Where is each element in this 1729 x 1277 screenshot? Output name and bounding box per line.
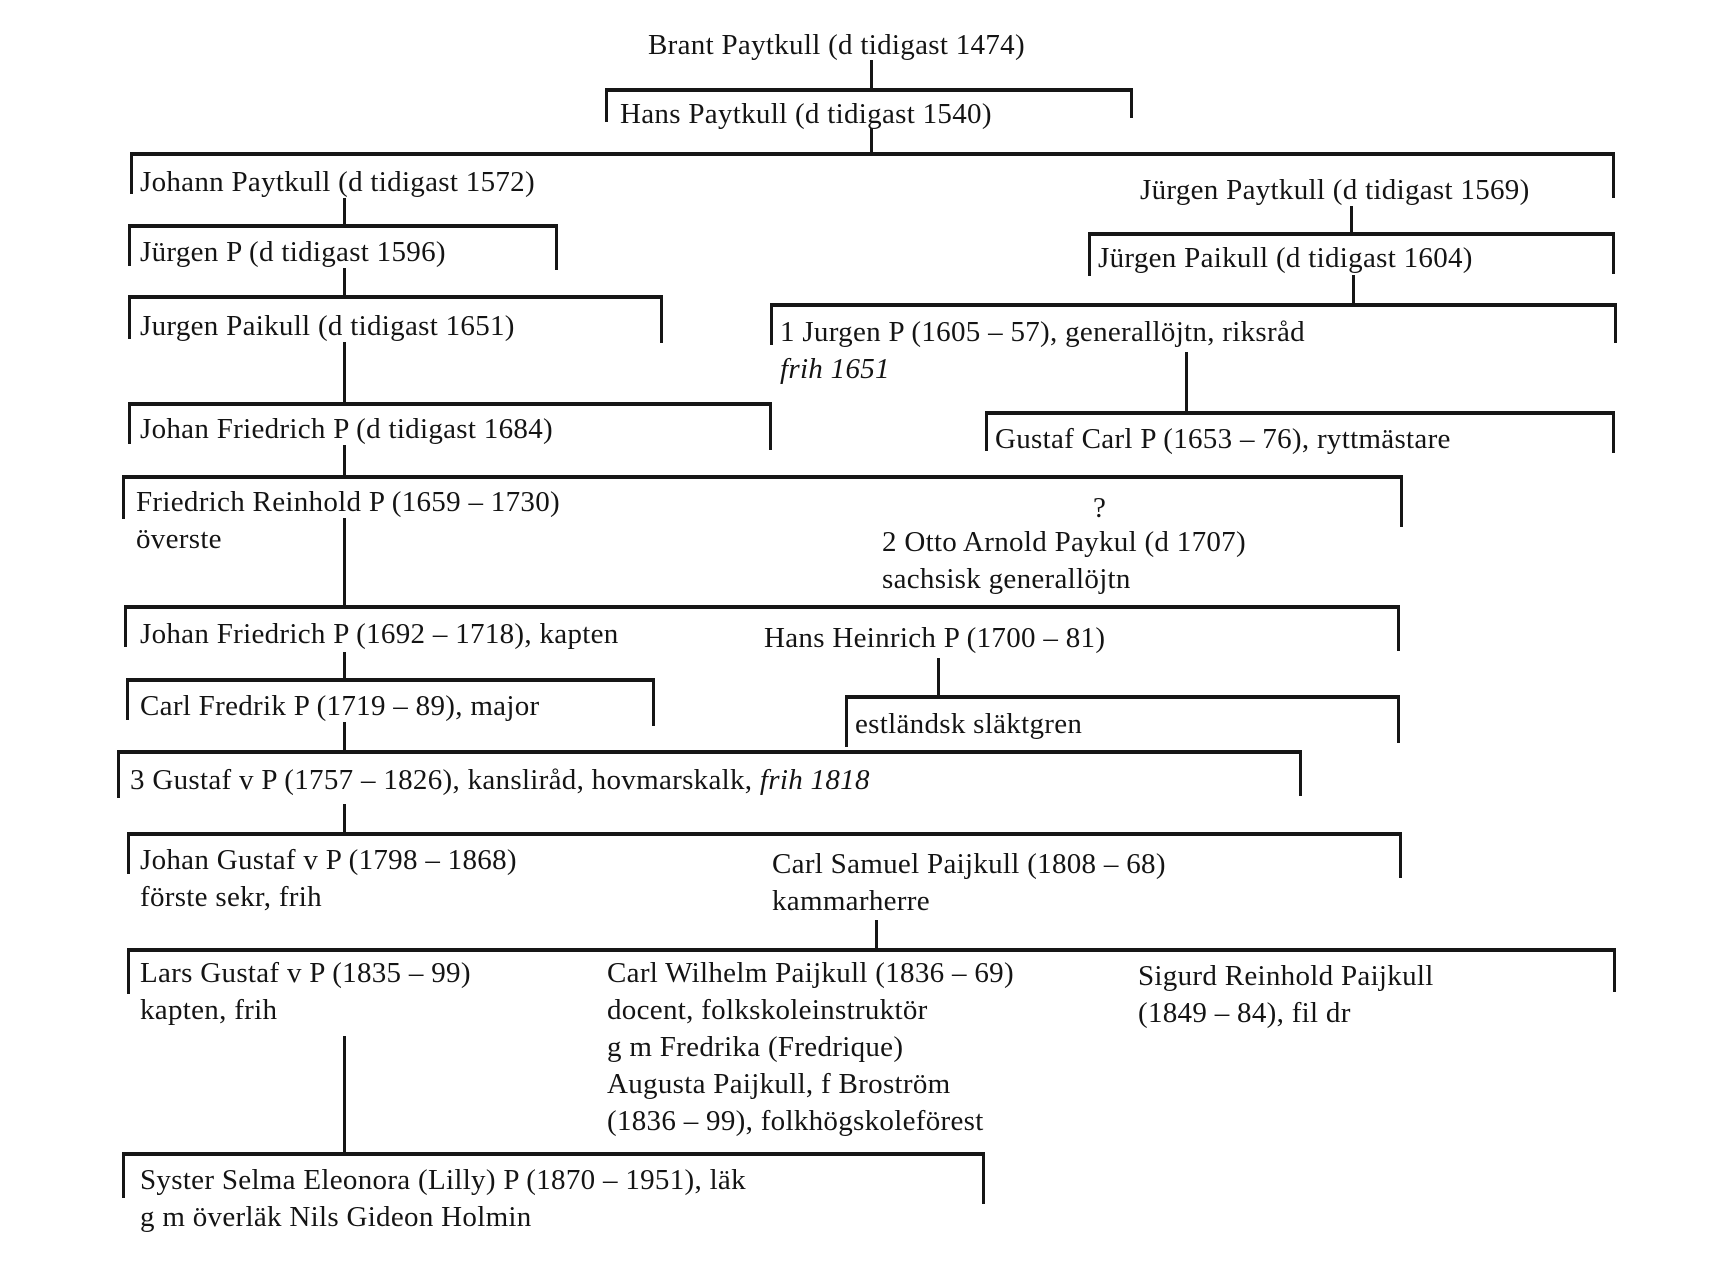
person-sigurd-reinhold-paijkull-text: Sigurd Reinhold Paijkull xyxy=(1138,960,1434,992)
person-johan-friedrich-1684 xyxy=(140,411,553,448)
person-jurgen-p-1596-line xyxy=(140,234,446,271)
person-carl-wilhelm-paijkull-text: g m Fredrika (Fredrique) xyxy=(607,1031,904,1063)
person-johann-paytkull-line xyxy=(140,164,535,201)
person-johann-paytkull xyxy=(140,164,535,201)
person-carl-fredrik-p-line xyxy=(140,688,539,725)
person-carl-samuel-paijkull xyxy=(772,846,1166,920)
person-hans-paytkull xyxy=(620,96,992,133)
stem-jurgen-p-1596 xyxy=(343,268,346,295)
person-jurgen-paytkull-1569-text: Jürgen Paytkull (d tidigast 1569) xyxy=(1140,174,1530,206)
stem-johann-paytkull xyxy=(343,198,346,224)
bracket-hans xyxy=(605,88,1133,92)
person-otto-arnold-paykul-line xyxy=(882,524,1246,561)
person-hans-paytkull-line xyxy=(620,96,992,133)
person-carl-samuel-paijkull-text: Carl Samuel Paijkull (1808 – 68) xyxy=(772,848,1166,880)
bracket-johan-friedrich-1692-row-right-tick xyxy=(1397,605,1400,651)
person-carl-wilhelm-paijkull-text: docent, folkskoleinstruktör xyxy=(607,994,928,1026)
bracket-estlandsk-right-tick xyxy=(1397,695,1400,743)
stem-carl-fredrik xyxy=(343,722,346,750)
bracket-johann-and-jurgen-right-tick xyxy=(1612,152,1615,198)
person-carl-wilhelm-paijkull-text: (1836 – 99), folkhögskoleförest xyxy=(607,1105,984,1137)
bracket-johan-friedrich-1684-right-tick xyxy=(769,402,772,450)
person-gustaf-v-p-text: 3 Gustaf v P (1757 – 1826), kansliråd, hovmarskalk, xyxy=(130,764,760,796)
person-lars-gustaf-v-p-line xyxy=(140,992,471,1029)
person-hans-heinrich-p xyxy=(764,620,1105,657)
person-gustaf-v-p-text: frih 1818 xyxy=(759,764,870,796)
bracket-johann-and-jurgen xyxy=(130,152,1615,156)
person-syster-selma-text: Syster Selma Eleonora (Lilly) P (1870 – 1951), läk xyxy=(140,1164,746,1196)
person-friedrich-reinhold-p xyxy=(136,484,560,558)
bracket-lars-wilhelm-sigurd-row-left-tick xyxy=(127,948,130,994)
person-jurgen-paikull-1604 xyxy=(1098,240,1473,277)
person-sigurd-reinhold-paijkull-line xyxy=(1138,995,1434,1032)
person-brant-paytkull xyxy=(648,27,1025,64)
person-carl-wilhelm-paijkull xyxy=(607,955,1014,1140)
stem-brant-paytkull xyxy=(870,60,873,88)
bracket-johan-gustaf-row xyxy=(127,832,1402,836)
person-carl-wilhelm-paijkull-line xyxy=(607,1103,1014,1140)
bracket-carl-fredrik xyxy=(126,678,655,682)
person-carl-wilhelm-paijkull-text: Augusta Paijkull, f Broström xyxy=(607,1068,951,1100)
bracket-johan-gustaf-row-right-tick xyxy=(1399,832,1402,878)
bracket-hans-left-tick xyxy=(605,88,608,122)
bracket-jurgen-paikull-1651-left-tick xyxy=(128,295,131,339)
person-johan-friedrich-1684-text: Johan Friedrich P (d tidigast 1684) xyxy=(140,413,553,445)
stem-jurgen-paikull-1651 xyxy=(343,342,346,402)
person-carl-wilhelm-paijkull-text: Carl Wilhelm Paijkull (1836 – 69) xyxy=(607,957,1014,989)
bracket-gustaf-v-p-right-tick xyxy=(1299,750,1302,796)
person-johan-friedrich-1684-line xyxy=(140,411,553,448)
bracket-jurgen-p-1596-left-tick xyxy=(128,224,131,266)
person-lars-gustaf-v-p-text: Lars Gustaf v P (1835 – 99) xyxy=(140,957,471,989)
person-jurgen-paikull-1651-line xyxy=(140,308,515,345)
person-jurgen-paikull-1651 xyxy=(140,308,515,345)
person-johann-paytkull-text: Johann Paytkull (d tidigast 1572) xyxy=(140,166,535,198)
person-johan-gustaf-v-p-text: Johan Gustaf v P (1798 – 1868) xyxy=(140,844,517,876)
bracket-jurgen-p-1605-left-tick xyxy=(770,303,773,345)
person-hans-heinrich-p-line xyxy=(764,620,1105,657)
person-syster-selma xyxy=(140,1162,746,1236)
branch-estlandsk-slaktgren-text: estländsk släktgren xyxy=(855,708,1083,740)
person-johan-gustaf-v-p-text: förste sekr, frih xyxy=(140,881,322,913)
bracket-jurgen-paikull-1651-right-tick xyxy=(660,295,663,343)
person-jurgen-paytkull-1569 xyxy=(1140,172,1530,209)
person-friedrich-reinhold-p-text: Friedrich Reinhold P (1659 – 1730) xyxy=(136,486,560,518)
uncertain-link-mark-text: ? xyxy=(1093,492,1107,524)
person-johan-gustaf-v-p-line xyxy=(140,842,517,879)
branch-estlandsk-slaktgren xyxy=(855,706,1082,743)
person-friedrich-reinhold-p-line xyxy=(136,521,560,558)
bracket-jurgen-p-1605 xyxy=(770,303,1617,307)
branch-estlandsk-slaktgren-line xyxy=(855,706,1082,743)
person-jurgen-p-1605-line xyxy=(780,351,1305,388)
person-jurgen-p-1605 xyxy=(780,314,1305,388)
bracket-lars-wilhelm-sigurd-row xyxy=(127,948,1616,952)
person-otto-arnold-paykul-line xyxy=(882,561,1246,598)
uncertain-link-mark xyxy=(1093,490,1106,527)
bracket-gustaf-carl xyxy=(985,411,1615,415)
bracket-friedrich-reinhold-otto-right-tick xyxy=(1400,475,1403,527)
bracket-carl-fredrik-right-tick xyxy=(652,678,655,726)
bracket-syster-selma xyxy=(122,1152,985,1156)
person-hans-paytkull-text: Hans Paytkull (d tidigast 1540) xyxy=(620,98,992,130)
person-jurgen-paikull-1604-text: Jürgen Paikull (d tidigast 1604) xyxy=(1098,242,1473,274)
person-sigurd-reinhold-paijkull-line xyxy=(1138,958,1434,995)
person-gustaf-v-p xyxy=(130,762,870,799)
person-johan-friedrich-1692-text: Johan Friedrich P (1692 – 1718), kapten xyxy=(140,618,619,650)
bracket-estlandsk xyxy=(845,695,1400,699)
bracket-jurgen-p-1605-right-tick xyxy=(1614,303,1617,343)
person-otto-arnold-paykul-text: sachsisk generallöjtn xyxy=(882,563,1131,595)
person-syster-selma-text: g m överläk Nils Gideon Holmin xyxy=(140,1201,532,1233)
person-carl-wilhelm-paijkull-line xyxy=(607,955,1014,992)
bracket-friedrich-reinhold-otto xyxy=(122,475,1403,479)
person-lars-gustaf-v-p xyxy=(140,955,471,1029)
stem-johan-friedrich-1684 xyxy=(343,445,346,475)
bracket-syster-selma-left-tick xyxy=(122,1152,125,1198)
person-carl-wilhelm-paijkull-line xyxy=(607,1029,1014,1066)
person-hans-heinrich-p-text: Hans Heinrich P (1700 – 81) xyxy=(764,622,1106,654)
bracket-carl-fredrik-left-tick xyxy=(126,678,129,720)
bracket-gustaf-carl-right-tick xyxy=(1612,411,1615,453)
bracket-johan-friedrich-1684 xyxy=(128,402,772,406)
bracket-gustaf-v-p xyxy=(117,750,1302,754)
stem-carl-samuel xyxy=(875,920,878,948)
stem-lars-gustaf xyxy=(343,1036,346,1152)
bracket-hans-right-tick xyxy=(1130,88,1133,118)
bracket-jurgen-paikull-1604-left-tick xyxy=(1088,232,1091,276)
person-jurgen-p-1596 xyxy=(140,234,446,271)
person-friedrich-reinhold-p-text: överste xyxy=(136,523,222,555)
person-carl-wilhelm-paijkull-line xyxy=(607,992,1014,1029)
person-syster-selma-line xyxy=(140,1162,746,1199)
stem-johan-friedrich-1692 xyxy=(343,652,346,678)
person-jurgen-p-1596-text: Jürgen P (d tidigast 1596) xyxy=(140,236,446,268)
bracket-friedrich-reinhold-otto-left-tick xyxy=(122,475,125,519)
person-jurgen-paikull-1604-line xyxy=(1098,240,1473,277)
person-johan-gustaf-v-p xyxy=(140,842,517,916)
bracket-estlandsk-left-tick xyxy=(845,695,848,747)
person-carl-samuel-paijkull-text: kammarherre xyxy=(772,885,930,917)
person-jurgen-paytkull-1569-line xyxy=(1140,172,1530,209)
bracket-jurgen-paikull-1651 xyxy=(128,295,663,299)
person-lars-gustaf-v-p-line xyxy=(140,955,471,992)
person-otto-arnold-paykul-text: 2 Otto Arnold Paykul (d 1707) xyxy=(882,526,1246,558)
person-sigurd-reinhold-paijkull-text: (1849 – 84), fil dr xyxy=(1138,997,1351,1029)
stem-jurgen-paikull-1604 xyxy=(1352,275,1355,303)
bracket-jurgen-p-1596-right-tick xyxy=(555,224,558,270)
person-jurgen-p-1605-line xyxy=(780,314,1305,351)
person-johan-gustaf-v-p-line xyxy=(140,879,517,916)
person-brant-paytkull-line xyxy=(648,27,1025,64)
bracket-jurgen-p-1596 xyxy=(128,224,558,228)
bracket-johann-and-jurgen-left-tick xyxy=(130,152,133,194)
bracket-johan-friedrich-1692-row xyxy=(124,605,1400,609)
bracket-gustaf-v-p-left-tick xyxy=(117,750,120,798)
uncertain-link-mark-line xyxy=(1093,490,1106,527)
stem-jurgen-paytkull-1569 xyxy=(1350,206,1353,232)
person-syster-selma-line xyxy=(140,1199,746,1236)
stem-gustaf-v-p xyxy=(343,804,346,832)
person-gustaf-carl-p-line xyxy=(995,421,1451,458)
person-jurgen-p-1605-text: frih 1651 xyxy=(780,353,890,385)
person-sigurd-reinhold-paijkull xyxy=(1138,958,1434,1032)
bracket-jurgen-paikull-1604 xyxy=(1088,232,1615,236)
bracket-gustaf-carl-left-tick xyxy=(985,411,988,451)
bracket-jurgen-paikull-1604-right-tick xyxy=(1612,232,1615,274)
person-jurgen-paikull-1651-text: Jurgen Paikull (d tidigast 1651) xyxy=(140,310,515,342)
person-jurgen-p-1605-text: 1 Jurgen P (1605 – 57), generallöjtn, riksråd xyxy=(780,316,1305,348)
bracket-johan-friedrich-1684-left-tick xyxy=(128,402,131,444)
person-johan-friedrich-1692-line xyxy=(140,616,619,653)
person-gustaf-v-p-line xyxy=(130,762,870,799)
person-johan-friedrich-1692 xyxy=(140,616,619,653)
person-carl-fredrik-p xyxy=(140,688,539,725)
person-gustaf-carl-p-text: Gustaf Carl P (1653 – 76), ryttmästare xyxy=(995,423,1451,455)
bracket-lars-wilhelm-sigurd-row-right-tick xyxy=(1613,948,1616,992)
person-carl-wilhelm-paijkull-line xyxy=(607,1066,1014,1103)
bracket-johan-gustaf-row-left-tick xyxy=(127,832,130,874)
person-lars-gustaf-v-p-text: kapten, frih xyxy=(140,994,278,1026)
person-carl-samuel-paijkull-line xyxy=(772,883,1166,920)
person-brant-paytkull-text: Brant Paytkull (d tidigast 1474) xyxy=(648,29,1025,61)
person-carl-fredrik-p-text: Carl Fredrik P (1719 – 89), major xyxy=(140,690,540,722)
bracket-johan-friedrich-1692-row-left-tick xyxy=(124,605,127,647)
person-otto-arnold-paykul xyxy=(882,524,1246,598)
person-gustaf-carl-p xyxy=(995,421,1451,458)
stem-hans-heinrich xyxy=(937,658,940,695)
person-carl-samuel-paijkull-line xyxy=(772,846,1166,883)
bracket-syster-selma-right-tick xyxy=(982,1152,985,1204)
person-friedrich-reinhold-p-line xyxy=(136,484,560,521)
